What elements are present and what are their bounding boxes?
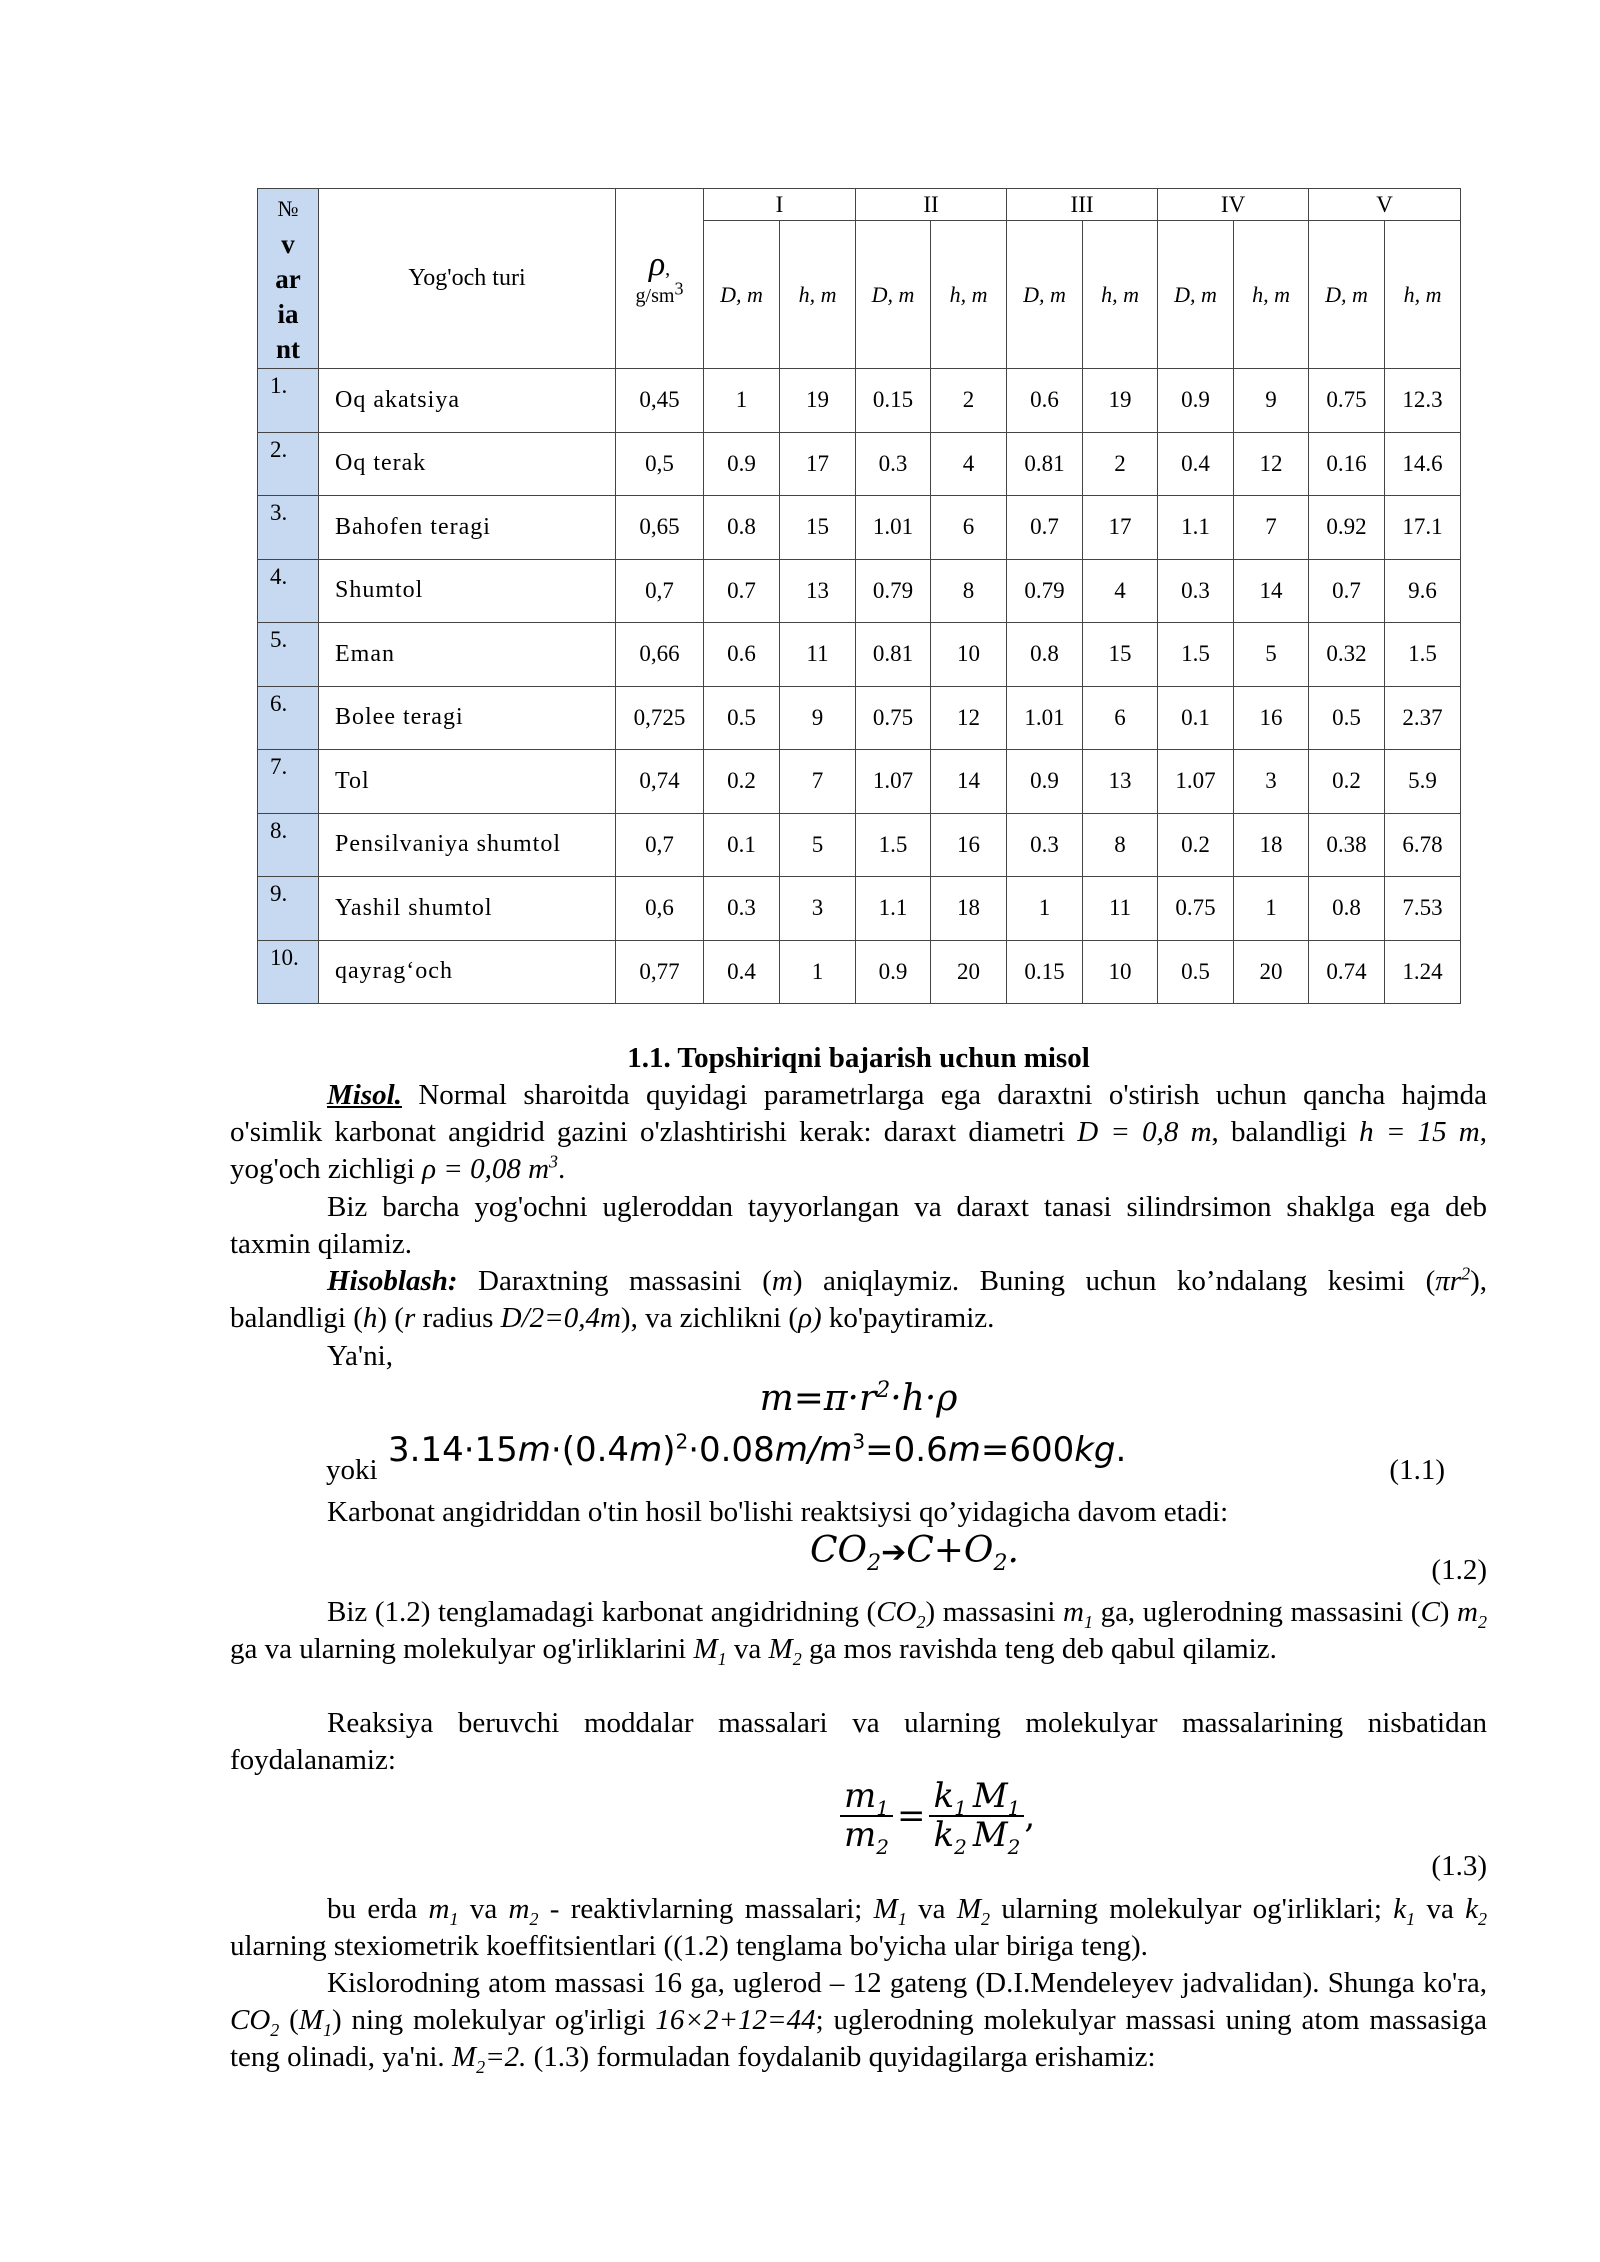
variant-number: 2. [258, 432, 319, 496]
height-cell: 1 [780, 940, 856, 1004]
height-cell: 10 [931, 623, 1007, 687]
height-cell: 7 [1234, 496, 1309, 560]
diameter-cell: 0.1 [704, 813, 780, 877]
molecular-mass-paragraph: Kislorodning atom massasi 16 ga, uglerod – 12 gateng (D.I.Mendeleyev jadvalidan). Shunga ko'ra, $CO_2$ $(M_1)$ ning molekulyar og'irligi 16×2+12=44; uglerodning molekulyar massasi uning atom massasiga teng olinadi, ya'ni. $M_2=2$. (1.3) formuladan foydalanib quyidagilarga erishamiz: [230, 1967, 1487, 2077]
diameter-cell: 0.6 [1007, 369, 1083, 433]
diameter-cell: 0.7 [1007, 496, 1083, 560]
density-cell: 0,7 [616, 559, 704, 623]
height-cell: 5 [780, 813, 856, 877]
diameter-cell: 0.16 [1309, 432, 1385, 496]
equation-number: (1.1) [1389, 1454, 1445, 1486]
group-header: V [1309, 189, 1461, 221]
variant-number: 10. [258, 940, 319, 1004]
variant-number: 6. [258, 686, 319, 750]
diameter-cell: 1.01 [856, 496, 931, 560]
diameter-cell: 0.92 [1309, 496, 1385, 560]
height-cell: 8 [931, 559, 1007, 623]
diameter-cell: 0.75 [1158, 877, 1234, 941]
wood-type-cell: Oq terak [319, 432, 616, 496]
group-header: I [704, 189, 856, 221]
diameter-cell: 0.4 [1158, 432, 1234, 496]
subheader-d: D, m [1158, 221, 1234, 369]
height-cell: 12 [931, 686, 1007, 750]
height-cell: 7.53 [1385, 877, 1461, 941]
diameter-cell: 0.15 [1007, 940, 1083, 1004]
diameter-cell: 1.5 [1158, 623, 1234, 687]
diameter-cell: 0.2 [704, 750, 780, 814]
height-cell: 2 [931, 369, 1007, 433]
variant-number: 1. [258, 369, 319, 433]
height-cell: 17 [1083, 496, 1158, 560]
density-header: ρ, $g/sm^3$ [616, 189, 704, 369]
diameter-cell: 0.75 [856, 686, 931, 750]
diameter-cell: 0.74 [1309, 940, 1385, 1004]
variant-number: 4. [258, 559, 319, 623]
equation-mass-numeric: yoki $3.14\cdot 15m\cdot(0.4m)^2\cdot 0.08m/m^3=0.6m=600kg$. (1.1) [230, 1432, 1487, 1488]
variant-number: 3. [258, 496, 319, 560]
diameter-cell: 1.07 [856, 750, 931, 814]
diameter-cell: 0.38 [1309, 813, 1385, 877]
section-title: 1.1. Topshiriqni bajarish uchun misol [627, 1042, 1090, 1074]
definitions-paragraph: bu erda $m_1$ va $m_2$ - reaktivlarning massalari; $M_1$ va $M_2$ ularning molekulyar og'irliklari; $k_1$ va $k_2$ ularning stexiometrik koeffitsientlari ((1.2) tenglama bo'yicha ular biriga teng). [230, 1893, 1488, 1962]
height-cell: 16 [931, 813, 1007, 877]
height-cell: 17 [780, 432, 856, 496]
variant-number: 7. [258, 750, 319, 814]
diameter-cell: 0.79 [1007, 559, 1083, 623]
height-cell: 8 [1083, 813, 1158, 877]
height-cell: 2.37 [1385, 686, 1461, 750]
reaction-intro: Karbonat angidriddan o'tin hosil bo'lishi reaktsiysi qo’yidagicha davom etadi: [327, 1496, 1229, 1528]
subheader-h: h, m [1234, 221, 1309, 369]
height-cell: 20 [1234, 940, 1309, 1004]
table-row [258, 496, 1461, 560]
height-cell: 19 [1083, 369, 1158, 433]
density-cell: 0,5 [616, 432, 704, 496]
wood-type-cell: Shumtol [319, 559, 616, 623]
density-cell: 0,6 [616, 877, 704, 941]
diameter-cell: 1.1 [856, 877, 931, 941]
diameter-cell: 0.32 [1309, 623, 1385, 687]
height-cell: 2 [1083, 432, 1158, 496]
subheader-h: h, m [931, 221, 1007, 369]
diameter-cell: 0.8 [1309, 877, 1385, 941]
height-cell: 10 [1083, 940, 1158, 1004]
ratio-intro: Reaksiya beruvchi moddalar massalari va ularning molekulyar massalarining nisbatidan foydalanamiz: [230, 1707, 1487, 1776]
equation-ratio: $\frac{m_1}{m_2}$ = $\frac{k_1 M_1}{k_2 M_2}$ , (1.3) [230, 1778, 1487, 1878]
diameter-cell: 0.6 [704, 623, 780, 687]
diameter-cell: 0.3 [704, 877, 780, 941]
variant-number: 9. [258, 877, 319, 941]
wood-type-cell: Oq akatsiya [319, 369, 616, 433]
height-cell: 7 [780, 750, 856, 814]
density-cell: 0,725 [616, 686, 704, 750]
diameter-cell: 1 [1007, 877, 1083, 941]
wood-type-cell: Yashil shumtol [319, 877, 616, 941]
height-cell: 15 [780, 496, 856, 560]
height-cell: 9.6 [1385, 559, 1461, 623]
density-cell: 0,66 [616, 623, 704, 687]
table-row [258, 813, 1461, 877]
assumption-paragraph: Biz barcha yog'ochni ugleroddan tayyorlangan va daraxt tanasi silindrsimon shaklga ega deb taxmin qilamiz. [230, 1191, 1487, 1260]
height-cell: 9 [1234, 369, 1309, 433]
height-cell: 1.24 [1385, 940, 1461, 1004]
diameter-cell: 1 [704, 369, 780, 433]
table-row [258, 432, 1461, 496]
diameter-cell: 0.15 [856, 369, 931, 433]
variant-header: № v ar ia nt [258, 189, 319, 369]
density-cell: 0,7 [616, 813, 704, 877]
variant-number: 5. [258, 623, 319, 687]
subheader-h: h, m [1083, 221, 1158, 369]
height-cell: 5 [1234, 623, 1309, 687]
height-cell: 6 [931, 496, 1007, 560]
wood-type-cell: Pensilvaniya shumtol [319, 813, 616, 877]
height-cell: 19 [780, 369, 856, 433]
diameter-cell: 0.3 [1007, 813, 1083, 877]
height-cell: 14 [931, 750, 1007, 814]
table-row [258, 369, 1461, 433]
density-cell: 0,77 [616, 940, 704, 1004]
group-header: IV [1158, 189, 1309, 221]
diameter-cell: 0.3 [856, 432, 931, 496]
height-cell: 12.3 [1385, 369, 1461, 433]
diameter-cell: 0.5 [1158, 940, 1234, 1004]
height-cell: 4 [931, 432, 1007, 496]
table-row [258, 940, 1461, 1004]
diameter-cell: 0.7 [1309, 559, 1385, 623]
assignment-paragraph: Biz (1.2) tenglamadagi karbonat angidridning $(CO_2)$ massasini $m_1$ ga, uglerodning massasini (C) $m_2$ ga va ularning molekulyar og'irliklarini $M_1$ va $M_2$ ga mos ravishda teng deb qabul qilamiz. [230, 1596, 1487, 1669]
diameter-cell: 0.5 [704, 686, 780, 750]
height-cell: 16 [1234, 686, 1309, 750]
diameter-cell: 0.4 [704, 940, 780, 1004]
subheader-h: h, m [780, 221, 856, 369]
height-cell: 20 [931, 940, 1007, 1004]
height-cell: 12 [1234, 432, 1309, 496]
diameter-cell: 0.7 [704, 559, 780, 623]
height-cell: 6 [1083, 686, 1158, 750]
subheader-d: D, m [1309, 221, 1385, 369]
height-cell: 14.6 [1385, 432, 1461, 496]
diameter-cell: 0.8 [1007, 623, 1083, 687]
diameter-cell: 0.8 [704, 496, 780, 560]
height-cell: 11 [1083, 877, 1158, 941]
subheader-d: D, m [856, 221, 931, 369]
example-paragraph: Misol. Normal sharoitda quyidagi parametrlarga ega daraxtni o'stirish uchun qancha hajmda o'simlik karbonat angidrid gazini o'zlashtirishi kerak: daraxt diametri D = 0,8 m, balandligi h = 15 m, yog'och zichligi ρ = 0,08 $m^3$. [230, 1079, 1487, 1185]
diameter-cell: 0.9 [1007, 750, 1083, 814]
height-cell: 18 [1234, 813, 1309, 877]
group-header: II [856, 189, 1007, 221]
height-cell: 15 [1083, 623, 1158, 687]
variant-table [257, 188, 1461, 1004]
height-cell: 13 [1083, 750, 1158, 814]
table-row [258, 750, 1461, 814]
diameter-cell: 0.81 [856, 623, 931, 687]
subheader-d: D, m [1007, 221, 1083, 369]
height-cell: 1 [1234, 877, 1309, 941]
diameter-cell: 0.5 [1309, 686, 1385, 750]
equation-number: (1.3) [1431, 1850, 1487, 1882]
equation-number: (1.2) [1431, 1554, 1487, 1586]
height-cell: 14 [1234, 559, 1309, 623]
variant-number: 8. [258, 813, 319, 877]
table-row [258, 877, 1461, 941]
height-cell: 3 [780, 877, 856, 941]
table-row [258, 559, 1461, 623]
density-cell: 0,74 [616, 750, 704, 814]
wood-type-cell: Eman [319, 623, 616, 687]
height-cell: 6.78 [1385, 813, 1461, 877]
height-cell: 13 [780, 559, 856, 623]
ya-ni-line: Ya'ni, [327, 1340, 393, 1372]
height-cell: 11 [780, 623, 856, 687]
height-cell: 17.1 [1385, 496, 1461, 560]
diameter-cell: 0.9 [1158, 369, 1234, 433]
diameter-cell: 0.81 [1007, 432, 1083, 496]
diameter-cell: 0.2 [1309, 750, 1385, 814]
height-cell: 18 [931, 877, 1007, 941]
wood-type-cell: Bolee teragi [319, 686, 616, 750]
diameter-cell: 0.9 [856, 940, 931, 1004]
table-row [258, 623, 1461, 687]
diameter-cell: 1.01 [1007, 686, 1083, 750]
diameter-cell: 0.3 [1158, 559, 1234, 623]
diameter-cell: 0.75 [1309, 369, 1385, 433]
wood-type-cell: Tol [319, 750, 616, 814]
wood-type-cell: qayrag‘och [319, 940, 616, 1004]
density-cell: 0,65 [616, 496, 704, 560]
equation-mass: $m=\pi\cdot r^2\cdot h\cdot\rho$ [759, 1378, 958, 1419]
height-cell: 3 [1234, 750, 1309, 814]
wood-type-cell: Bahofen teragi [319, 496, 616, 560]
height-cell: 1.5 [1385, 623, 1461, 687]
table-row [258, 686, 1461, 750]
height-cell: 9 [780, 686, 856, 750]
diameter-cell: 0.79 [856, 559, 931, 623]
density-cell: 0,45 [616, 369, 704, 433]
diameter-cell: 0.1 [1158, 686, 1234, 750]
diameter-cell: 0.9 [704, 432, 780, 496]
diameter-cell: 1.5 [856, 813, 931, 877]
subheader-d: D, m [704, 221, 780, 369]
wood-type-header: Yog'och turi [319, 189, 616, 369]
subheader-h: h, m [1385, 221, 1461, 369]
calculation-paragraph: Hisoblash: Daraxtning massasini (m) aniqlaymiz. Buning uchun ko’ndalang kesimi $(\pi r^2)$, balandligi (h) (r radius D/2=0,4m), va zichlikni (ρ) ko'paytiramiz. [230, 1263, 1487, 1334]
height-cell: 4 [1083, 559, 1158, 623]
group-header: III [1007, 189, 1158, 221]
diameter-cell: 0.2 [1158, 813, 1234, 877]
equation-reaction: $CO_2➔C+O_2$. (1.2) [230, 1532, 1487, 1592]
height-cell: 5.9 [1385, 750, 1461, 814]
diameter-cell: 1.1 [1158, 496, 1234, 560]
diameter-cell: 1.07 [1158, 750, 1234, 814]
